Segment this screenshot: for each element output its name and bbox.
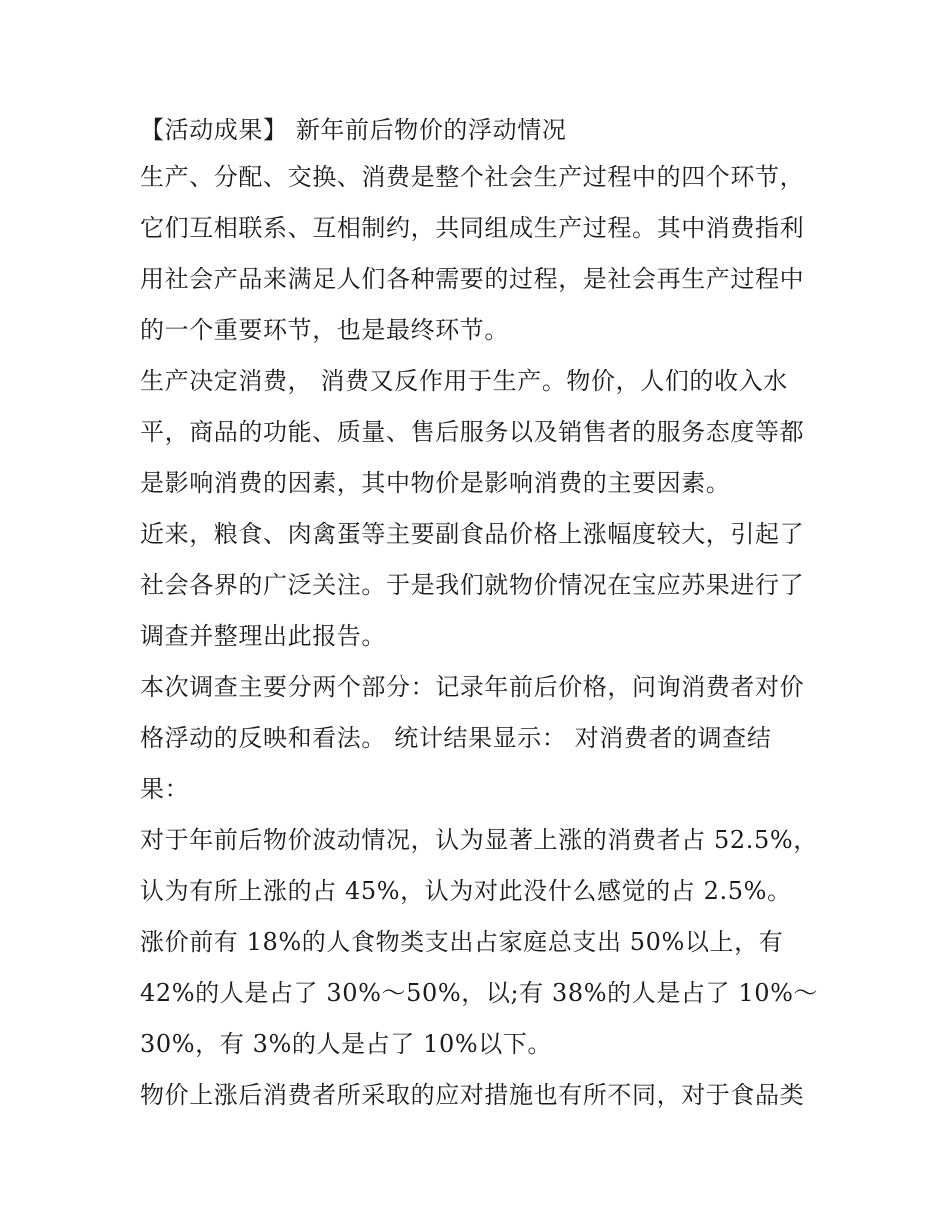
document-title: 【活动成果】 新年前后物价的浮动情况 bbox=[140, 116, 567, 144]
text-line-2: 它们互相联系、互相制约，共同组成生产过程。其中消费指利 bbox=[140, 214, 805, 242]
text-line-9: 社会各界的广泛关注。于是我们就物价情况在宝应苏果进行了 bbox=[140, 571, 805, 599]
text-line-5: 生产决定消费， 消费又反作用于生产。物价，人们的收入水 bbox=[140, 367, 788, 395]
document-body bbox=[140, 108, 819, 1121]
text-line-14: 对于年前后物价波动情况，认为显著上涨的消费者占 52.5%， bbox=[140, 826, 818, 854]
text-line-13: 果： bbox=[140, 775, 190, 803]
text-line-7: 是影响消费的因素，其中物价是影响消费的主要因素。 bbox=[140, 469, 731, 497]
text-line-12: 格浮动的反映和看法。 统计结果显示： 对消费者的调查结 bbox=[140, 724, 772, 752]
text-line-16: 涨价前有 18%的人食物类支出占家庭总支出 50%以上，有 bbox=[140, 928, 784, 956]
text-line-10: 调查并整理出此报告。 bbox=[140, 622, 386, 650]
text-line-17: 42%的人是占了 30%～50%，以;有 38%的人是占了 10%～ bbox=[140, 979, 819, 1007]
text-line-19: 物价上涨后消费者所采取的应对措施也有所不同，对于食品类 bbox=[140, 1081, 805, 1109]
text-line-3: 用社会产品来满足人们各种需要的过程，是社会再生产过程中 bbox=[140, 265, 805, 293]
text-line-15: 认为有所上涨的占 45%，认为对此没什么感觉的占 2.5%。 bbox=[140, 877, 792, 905]
text-line-6: 平，商品的功能、质量、售后服务以及销售者的服务态度等都 bbox=[140, 418, 805, 446]
text-line-1: 生产、分配、交换、消费是整个社会生产过程中的四个环节， bbox=[140, 163, 805, 191]
text-line-18: 30%，有 3%的人是占了 10%以下。 bbox=[140, 1030, 553, 1058]
text-line-4: 的一个重要环节，也是最终环节。 bbox=[140, 316, 509, 344]
text-line-8: 近来，粮食、肉禽蛋等主要副食品价格上涨幅度较大，引起了 bbox=[140, 520, 805, 548]
text-line-11: 本次调查主要分两个部分：记录年前后价格，问询消费者对价 bbox=[140, 673, 805, 701]
